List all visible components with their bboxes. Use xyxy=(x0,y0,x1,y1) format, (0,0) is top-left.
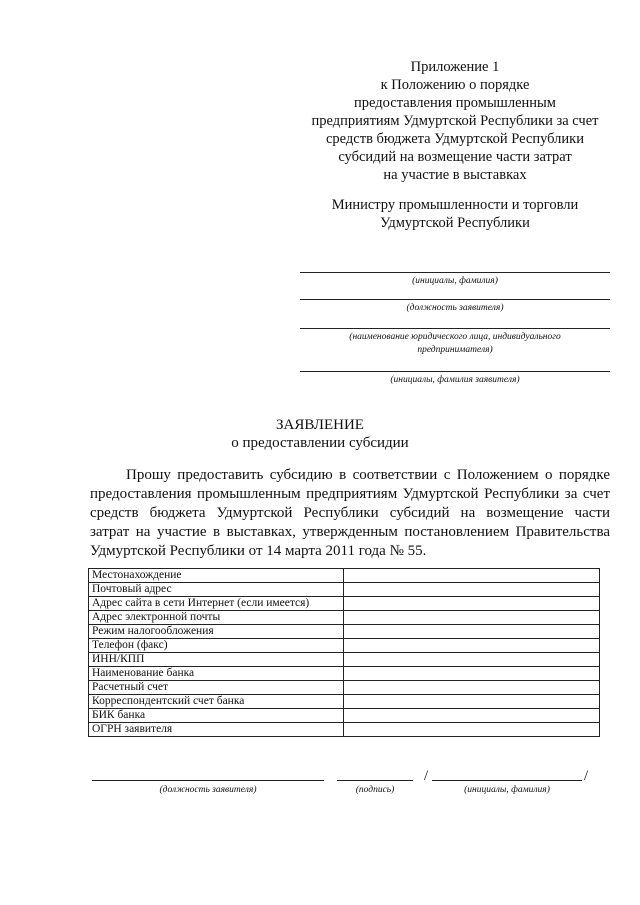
statement-subtitle: о предоставлении субсидии xyxy=(231,435,409,451)
body-line: затрат на участие в выставках, утвержденным постановлением Правительства xyxy=(90,524,610,540)
field-caption: (должность заявителя) xyxy=(406,303,504,313)
fill-line xyxy=(92,780,324,781)
table-row xyxy=(89,723,600,737)
signature-position-field xyxy=(92,780,324,820)
row-label: Адрес сайта в сети Интернет (если имеется) xyxy=(89,597,344,611)
table-row xyxy=(89,625,600,639)
appendix-header xyxy=(300,58,610,184)
row-label: Режим налогообложения xyxy=(89,625,344,639)
fill-line xyxy=(300,328,610,329)
field-caption: (инициалы, фамилия заявителя) xyxy=(390,375,520,385)
body-line: предоставления промышленным предприятиям Удмуртской Республики за счет xyxy=(90,486,610,502)
fill-line xyxy=(300,299,610,300)
table-row xyxy=(89,597,600,611)
appendix-line: предприятиям Удмуртской Республики за счет xyxy=(311,113,599,129)
row-value[interactable] xyxy=(344,639,600,653)
body-line: Прошу предоставить субсидию в соответствии с Положением о порядке xyxy=(126,467,610,483)
field-caption: (инициалы, фамилия) xyxy=(464,785,550,795)
slash-separator: / xyxy=(424,768,429,784)
field-caption: (наименование юридического лица, индивидуального xyxy=(349,332,561,342)
signature-initials-field xyxy=(432,780,582,820)
row-label: Местонахождение xyxy=(89,569,344,583)
row-value[interactable] xyxy=(344,653,600,667)
table-row xyxy=(89,639,600,653)
appendix-line: средств бюджета Удмуртской Республики xyxy=(326,131,584,147)
row-value[interactable] xyxy=(344,681,600,695)
row-value[interactable] xyxy=(344,597,600,611)
body-line: Удмуртской Республики от 14 марта 2011 года № 55. xyxy=(90,543,427,559)
appendix-line: Приложение 1 xyxy=(410,59,500,75)
signature-field xyxy=(337,780,413,820)
fill-line xyxy=(432,780,582,781)
table-row xyxy=(89,709,600,723)
appendix-line: на участие в выставках xyxy=(383,167,527,183)
table-row xyxy=(89,681,600,695)
slash-separator: / xyxy=(584,768,589,784)
applicant-field xyxy=(300,371,610,387)
row-value[interactable] xyxy=(344,611,600,625)
table-row xyxy=(89,583,600,597)
position-field xyxy=(300,299,610,315)
row-label: ИНН/КПП xyxy=(89,653,344,667)
table-row xyxy=(89,569,600,583)
initials-field xyxy=(300,272,610,288)
table-row xyxy=(89,653,600,667)
row-value[interactable] xyxy=(344,625,600,639)
field-caption: предпринимателя) xyxy=(417,345,493,355)
row-label: Расчетный счет xyxy=(89,681,344,695)
fill-line xyxy=(337,780,413,781)
statement-title: ЗАЯВЛЕНИЕ xyxy=(276,417,364,433)
row-label: Наименование банка xyxy=(89,667,344,681)
table-row xyxy=(89,695,600,709)
row-label: Корреспондентский счет банка xyxy=(89,695,344,709)
table-row xyxy=(89,611,600,625)
row-value[interactable] xyxy=(344,723,600,737)
addressee-line: Министру промышленности и торговли xyxy=(331,197,579,213)
appendix-line: к Положению о порядке xyxy=(380,77,530,93)
field-caption: (должность заявителя) xyxy=(159,785,257,795)
appendix-line: субсидий на возмещение части затрат xyxy=(338,149,572,165)
row-label: Адрес электронной почты xyxy=(89,611,344,625)
table-row xyxy=(89,667,600,681)
fill-line xyxy=(300,371,610,372)
applicant-info-table xyxy=(88,568,600,737)
row-value[interactable] xyxy=(344,667,600,681)
row-label: ОГРН заявителя xyxy=(89,723,344,737)
entity-field xyxy=(300,328,610,357)
row-label: Почтовый адрес xyxy=(89,583,344,597)
body-line: средств бюджета Удмуртской Республики субсидий на возмещение части xyxy=(90,505,610,521)
row-value[interactable] xyxy=(344,583,600,597)
row-value[interactable] xyxy=(344,695,600,709)
field-caption: (инициалы, фамилия) xyxy=(412,276,498,286)
row-value[interactable] xyxy=(344,569,600,583)
row-label: Телефон (факс) xyxy=(89,639,344,653)
field-caption: (подпись) xyxy=(355,785,395,795)
appendix-line: предоставления промышленным xyxy=(354,95,556,111)
addressee-line: Удмуртской Республики xyxy=(380,215,530,231)
statement-body xyxy=(90,466,610,561)
fill-line xyxy=(300,272,610,273)
row-value[interactable] xyxy=(344,709,600,723)
row-label: БИК банка xyxy=(89,709,344,723)
addressee xyxy=(300,196,610,232)
